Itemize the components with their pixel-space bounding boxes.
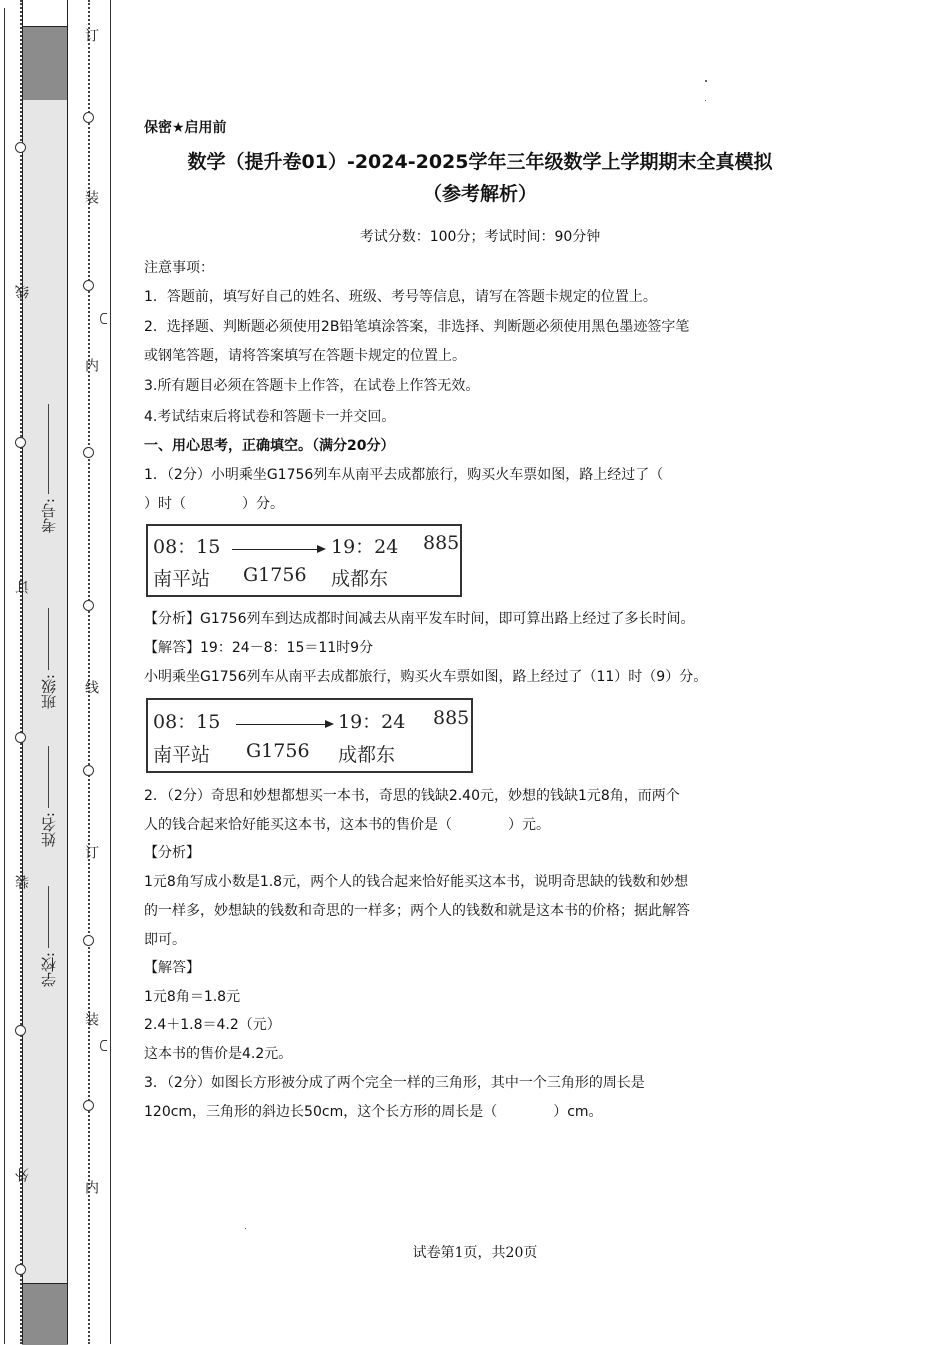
strip-edge-left: [22, 0, 23, 1344]
binding-hole-icon: [15, 1025, 26, 1036]
exam-number-field[interactable]: [38, 400, 59, 533]
margin-band-bottom: [22, 1283, 68, 1345]
ticket-price: 885: [433, 707, 470, 729]
school-blank-line: [48, 886, 50, 948]
name-blank-line: [48, 746, 50, 808]
q3-text-line-1: 3．（2分）如图长方形被分成了两个完全一样的三角形，其中一个三角形的周长是: [144, 1075, 645, 1091]
class-label: 班级:: [40, 674, 58, 710]
page-number: 试卷第1页，共20页: [412, 1245, 538, 1261]
q1-answer: 小明乘坐G1756列车从南平去成都旅行，购买火车票如图，路上经过了（11）时（9）分。: [144, 669, 708, 685]
inner-mark-bind: 订: [83, 28, 99, 42]
binding-hole-icon: [83, 112, 94, 123]
strip-edge-right: [67, 0, 68, 1344]
train-ticket-figure-answer: [146, 698, 473, 773]
ticket-arrive-time: 19：24: [331, 536, 399, 558]
school-label: 学校:: [40, 952, 58, 988]
name-field[interactable]: [38, 742, 59, 847]
q1-text-line-2: ）时（ ）分。: [144, 496, 284, 512]
inner-mark-pack: 装: [83, 190, 99, 204]
margin-band-top: [22, 26, 68, 102]
note-item: 3.所有题目必须在答题卡上作答，在试卷上作答无效。: [144, 378, 480, 394]
scan-dot: [705, 80, 707, 82]
note-item: 1．答题前，填写好自己的姓名、班级、考号等信息，请写在答题卡规定的位置上。: [144, 289, 657, 305]
class-blank-line: [48, 608, 50, 670]
margin-mark-line: 线: [15, 285, 31, 299]
binding-hole-icon: [15, 1264, 26, 1275]
binding-hole-icon: [15, 437, 26, 448]
binding-hole-icon: [15, 142, 26, 153]
margin-mark-outer: 外: [15, 1168, 31, 1182]
name-label: 姓名:: [40, 812, 58, 848]
q1-text-line-1: 1．（2分）小明乘坐G1756列车从南平去成都旅行，购买火车票如图，路上经过了（: [144, 467, 664, 483]
notes-heading: 注意事项：: [144, 260, 214, 276]
ticket-price: 885: [423, 532, 460, 554]
q2-analysis-line: 的一样多，妙想缺的钱数和奇思的一样多；两个人的钱数和就是这本书的价格；据此解答: [144, 903, 690, 919]
page-title: [144, 146, 816, 210]
q2-analysis-label: 【分析】: [144, 845, 200, 861]
binding-hole-icon: [83, 600, 94, 611]
q1-analysis: 【分析】G1756列车到达成都时间减去从南平发车时间，即可算出路上经过了多长时间。: [144, 611, 695, 627]
ticket-depart-time: 08：15: [153, 711, 221, 733]
q1-solution: 【解答】19：24－8：15＝11时9分: [144, 640, 374, 656]
exam-number-blank-line: [48, 404, 50, 494]
exam-info: 考试分数：100分；考试时间：90分钟: [359, 229, 601, 245]
ticket-to: 成都东: [331, 568, 389, 590]
ticket-arrive-time: 19：24: [338, 711, 406, 733]
q2-text-line-1: 2．（2分）奇思和妙想都想买一本书，奇思的钱缺2.40元，妙想的钱缺1元8角，而两个: [144, 788, 680, 804]
inner-mark-line: 线: [83, 680, 99, 694]
margin-mark-bind: 订: [15, 580, 31, 594]
q2-step: 1元8角＝1.8元: [144, 989, 241, 1005]
arrow-right-icon: [232, 549, 324, 550]
ticket-from: 南平站: [153, 744, 211, 766]
title-line-1: 数学（提升卷01）-2024-2025学年三年级数学上学期期末全真模拟: [187, 151, 773, 173]
page-border-line: [110, 0, 111, 1344]
half-circle-icon: [100, 313, 107, 324]
binding-hole-icon: [83, 447, 94, 458]
binding-hole-icon: [15, 732, 26, 743]
outer-border-line: [4, 8, 5, 1344]
binding-hole-icon: [83, 765, 94, 776]
q2-step: 2.4＋1.8＝4.2（元）: [144, 1017, 281, 1033]
note-item: 4.考试结束后将试卷和答题卡一并交回。: [144, 409, 396, 425]
binding-hole-icon: [83, 280, 94, 291]
inner-mark-inner: 内: [83, 358, 99, 372]
ticket-train: G1756: [243, 564, 307, 586]
confidential-label: 保密★启用前: [144, 120, 227, 136]
train-ticket-figure: [146, 524, 462, 597]
q2-analysis-line: 即可。: [144, 932, 186, 948]
binding-hole-icon: [83, 1100, 94, 1111]
ticket-to: 成都东: [338, 744, 396, 766]
margin-mark-pack: 装: [15, 875, 31, 889]
q2-analysis-line: 1元8角写成小数是1.8元，两个人的钱合起来恰好能买这本书，说明奇思缺的钱数和妙想: [144, 874, 689, 890]
inner-mark-inner-2: 内: [83, 1180, 99, 1194]
title-line-2: （参考解析）: [422, 183, 537, 205]
school-field[interactable]: [38, 882, 59, 987]
inner-mark-pack-2: 装: [83, 1012, 99, 1026]
ticket-depart-time: 08：15: [153, 536, 221, 558]
exam-number-label: 考号:: [40, 498, 58, 534]
arrow-right-icon: [236, 724, 332, 725]
outer-cut-line: [20, 0, 22, 1344]
scan-dot: [705, 100, 706, 101]
ticket-train: G1756: [246, 740, 310, 762]
q2-solution-label: 【解答】: [144, 960, 200, 976]
inner-mark-bind-2: 订: [83, 845, 99, 859]
binding-hole-icon: [83, 935, 94, 946]
q3-text-line-2: 120cm，三角形的斜边长50cm，这个长方形的周长是（ ）cm。: [144, 1104, 603, 1120]
section-heading: 一、用心思考，正确填空。（满分20分）: [144, 438, 395, 454]
class-field[interactable]: [38, 604, 59, 709]
binding-margin: [0, 0, 112, 1344]
note-item: 2．选择题、判断题必须使用2B铅笔填涂答案，非选择、判断题必须使用黑色墨迹签字笔: [144, 319, 690, 335]
scan-dot: [245, 1228, 246, 1229]
q2-conclusion: 这本书的售价是4.2元。: [144, 1046, 293, 1062]
half-circle-icon: [100, 1040, 107, 1051]
ticket-from: 南平站: [153, 568, 211, 590]
q2-text-line-2: 人的钱合起来恰好能买这本书，这本书的售价是（ ）元。: [144, 817, 550, 833]
note-item: 或钢笔答题，请将答案填写在答题卡规定的位置上。: [144, 348, 466, 364]
